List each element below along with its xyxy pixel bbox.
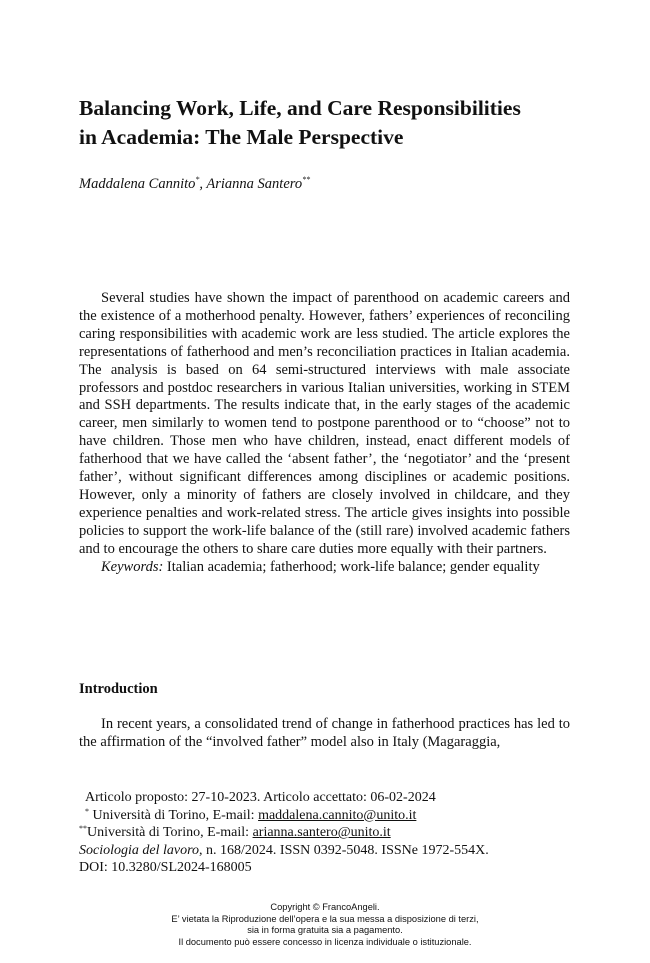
journal-citation xyxy=(79,842,570,860)
paper-title xyxy=(79,94,599,152)
footnote-mark: * xyxy=(85,806,89,816)
author-separator: , xyxy=(199,176,207,192)
article-dates: Articolo proposto: 27-10-2023. Articolo accettato: 06-02-2024 xyxy=(85,790,436,805)
author-name: Maddalena Cannito xyxy=(79,176,196,192)
copyright-notice xyxy=(0,902,650,948)
author-name: Arianna Santero xyxy=(206,176,303,192)
affiliation-text: Università di Torino, E-mail: xyxy=(92,807,259,823)
title-line-2: in Academia: The Male Perspective xyxy=(79,125,404,149)
keywords xyxy=(79,559,570,577)
abstract xyxy=(79,290,570,577)
keywords-label: Keywords: xyxy=(101,558,164,575)
copyright-line: Il documento può essere concesso in licenza individuale o istituzionale. xyxy=(178,936,472,947)
email-link[interactable]: arianna.santero@unito.it xyxy=(252,825,391,841)
affiliation-2 xyxy=(79,824,570,842)
copyright-line: sia in forma gratuita sia a pagamento. xyxy=(247,925,403,936)
footnotes xyxy=(79,789,570,877)
author-footnote-mark: ** xyxy=(302,175,311,184)
footnote-mark: ** xyxy=(79,824,87,834)
author-footnote-mark: * xyxy=(195,175,200,184)
journal-details: , n. 168/2024. ISSN 0392-5048. ISSNe 1972-554X. xyxy=(199,842,489,858)
abstract-text: Several studies have shown the impact of parenthood on academic careers and the existence of a motherhood penalty. However, fathers’ experiences of reconciling caring responsibilities with academic work are less studied. The article explores the representations of fatherhood and men’s reconciliation practices in Italian academia. The analysis is based on 64 semi-structured interviews with male associate professors and postdoc researchers in various Italian universities, working in STEM and SSH departments. The results indicate that, in the early stages of the academic career, men similarly to women tend to postpone parenthood or to “choose” not to have children. Those men who have children, instead, enact different models of fatherhood that we have called the ‘absent father’, the ‘negotiator’ and the ‘present father’, without significant differences among disciplines or academic positions. However, only a minority of fathers are closely involved in childcare, and they experience penalties and work-related stress. The article gives insights into possible policies to support the work-life balance of the (still rare) involved academic fathers and to encourage the others to share care duties more equally with their partners. xyxy=(79,290,570,557)
copyright-line: Copyright © FrancoAngeli. xyxy=(270,902,380,912)
title-line-1: Balancing Work, Life, and Care Responsibilities xyxy=(79,96,521,120)
section-heading: Introduction xyxy=(79,681,158,697)
doi: DOI: 10.3280/SL2024-168005 xyxy=(79,860,252,876)
keywords-text: Italian academia; fatherhood; work-life balance; gender equality xyxy=(166,558,540,575)
journal-name: Sociologia del lavoro xyxy=(79,842,200,858)
author-list xyxy=(79,176,310,193)
affiliation-text: Università di Torino, E-mail: xyxy=(87,825,253,841)
email-link[interactable]: maddalena.cannito@unito.it xyxy=(258,807,417,823)
copyright-line: E’ vietata la Riproduzione dell’opera e la sua messa a disposizione di terzi, xyxy=(171,913,479,924)
affiliation-1 xyxy=(79,807,570,825)
intro-paragraph: In recent years, a consolidated trend of change in fatherhood practices has led to the affirmation of the “involved father” model also in Italy (Magaraggia, xyxy=(79,716,570,750)
